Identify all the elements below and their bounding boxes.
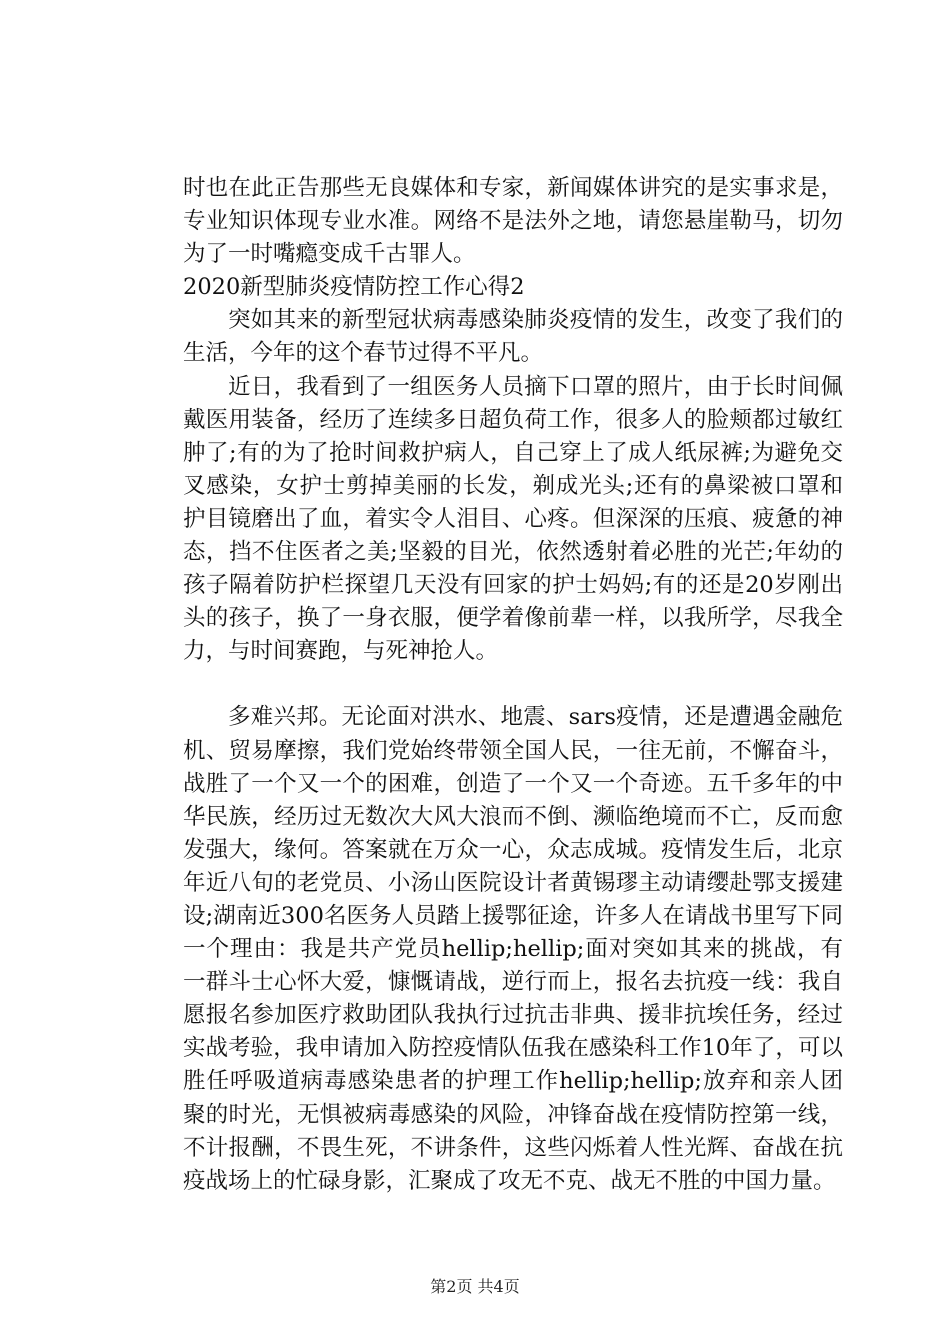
paragraph-medical-staff: 近日，我看到了一组医务人员摘下口罩的照片，由于长时间佩戴医用装备，经历了连续多日超负荷工作，很多人的脸颊都过敏红肿了;有的为了抢时间救护病人，自己穿上了成人纸尿裤;为避免交叉感染，女护士剪掉美丽的长发，剃成光头;还有的鼻梁被口罩和护目镜磨出了血，着实令人泪目、心疼。但深深的压痕、疲惫的神态，挡不住医者之美;坚毅的目光，依然透射着必胜的光芒;年幼的孩子隔着防护栏探望几天没有回家的护士妈妈;有的还是20岁刚出头的孩子，换了一身衣服，便学着像前辈一样，以我所学，尽我全力，与时间赛跑，与死神抢人。: [183, 373, 843, 665]
paragraph-intro: 突如其来的新型冠状病毒感染肺炎疫情的发生，改变了我们的生活，今年的这个春节过得不平凡。: [183, 307, 843, 367]
paragraph-gap: [183, 668, 843, 701]
section-heading: 2020新型肺炎疫情防控工作心得2: [183, 274, 525, 301]
paragraph-continued: 时也在此正告那些无良媒体和专家，新闻媒体讲究的是实事求是，专业知识体现专业水准。网络不是法外之地，请您悬崖勒马，切勿为了一时嘴瘾变成千古罪人。: [183, 175, 843, 268]
document-body: [183, 172, 843, 1198]
page-footer: 第2页 共4页: [430, 1277, 520, 1296]
paragraph-national-strength: 多难兴邦。无论面对洪水、地震、sars疫情，还是遭遇金融危机、贸易摩擦，我们党始终带领全国人民，一往无前，不懈奋斗，战胜了一个又一个的困难，创造了一个又一个奇迹。五千多年的中华民族，经历过无数次大风大浪而不倒、濒临绝境而不亡，反而愈发强大，缘何。答案就在万众一心，众志成城。疫情发生后，北京年近八旬的老党员、小汤山医院设计者黄锡璆主动请缨赴鄂支援建设;湖南近300名医务人员踏上援鄂征途，许多人在请战书里写下同一个理由：我是共产党员hellip;hellip;面对突如其来的挑战，有一群斗士心怀大爱，慷慨请战，逆行而上，报名去抗疫一线：我自愿报名参加医疗救助团队我执行过抗击非典、援非抗埃任务，经过实战考验，我申请加入防控疫情队伍我在感染科工作10年了，可以胜任呼吸道病毒感染患者的护理工作hellip;hellip;放弃和亲人团聚的时光，无惧被病毒感染的风险，冲锋奋战在疫情防控第一线，不计报酬，不畏生死，不讲条件，这些闪烁着人性光辉、奋战在抗疫战场上的忙碌身影，汇聚成了攻无不克、战无不胜的中国力量。: [183, 704, 843, 1194]
